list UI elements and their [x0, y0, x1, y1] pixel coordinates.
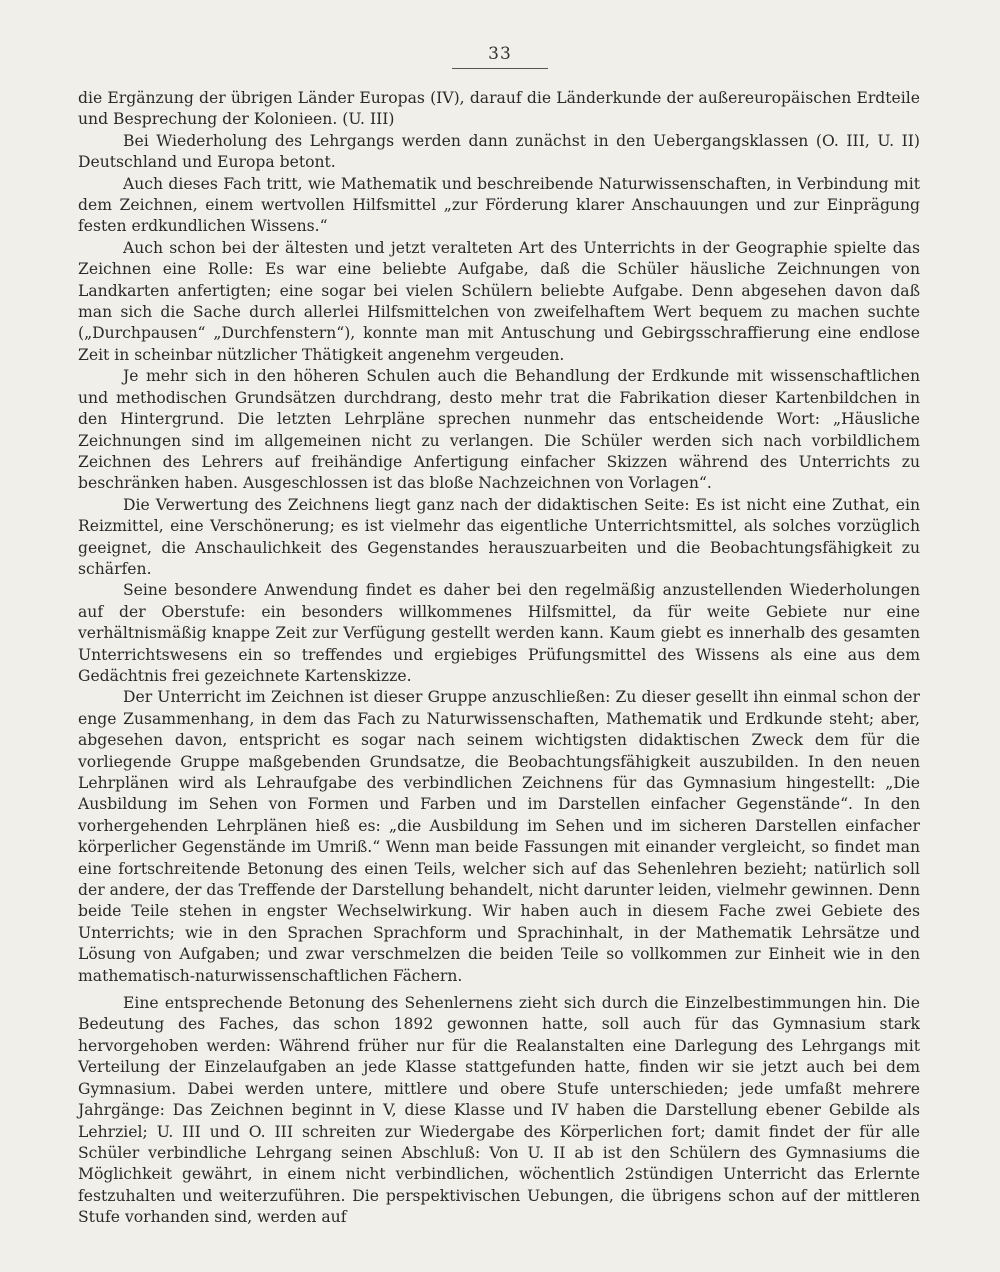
- paragraph: Eine entsprechende Betonung des Sehenlernens zieht sich durch die Einzelbestimmungen hin. Die Bedeutung des Faches, das schon 1892 gewonnen hatte, soll auch für das Gymnasium stark hervorgehoben werden: Während früher nur für die Realanstalten eine Darlegung des Lehrgangs mit Verteilung der Einzelaufgaben an jede Klasse stattgefunden hatte, finden wir sie jetzt auch bei dem Gymnasium. Dabei werden untere, mittlere und obere Stufe unterschieden; jede umfaßt mehrere Jahrgänge: Das Zeichnen beginnt in V, diese Klasse und IV haben die Darstellung ebener Gebilde als Lehrziel; U. III und O. III schreiten zur Wiedergabe des Körperlichen fort; damit findet der für alle Schüler verbindliche Lehrgang seinen Abschluß: Von U. II ab ist den Schülern des Gymnasiums die Möglichkeit gewährt, in einem nicht verbindlichen, wöchentlich 2stündigen Unterricht das Erlernte festzuhalten und weiterzuführen. Die perspektivischen Uebungen, die übrigens schon auf der mittleren Stufe vorhanden sind, werden auf: [78, 994, 920, 1227]
- paragraph-continuation: die Ergänzung der übrigen Länder Europas (IV), darauf die Länderkunde der außereuropäischen Erdteile und Besprechung der Kolonieen. (U. III): [78, 89, 920, 129]
- paragraph: Bei Wiederholung des Lehrgangs werden dann zunächst in den Uebergangsklassen (O. III, U. II) Deutschland und Europa betont.: [78, 131, 920, 172]
- page-number-rule: [452, 68, 548, 69]
- paragraph: Auch schon bei der ältesten und jetzt veralteten Art des Unterrichts in der Geographie spielte das Zeichnen eine Rolle: Es war eine beliebte Aufgabe, daß die Schüler häusliche Zeichnungen von Landkarten anfertigten; eine sogar bei vielen Schülern beliebte Aufgabe. Denn abgesehen davon daß man sich die Sache durch allerlei Hilfsmittelchen von zweifelhaftem Wert bequem zu machen suchte („Durchpausen“ „Durchfenstern“), konnte man mit Antuschung und Gebirgsschraffierung eine endlose Zeit in scheinbar nützlicher Thätigkeit angenehm vergeuden.: [78, 238, 920, 364]
- paragraph: Seine besondere Anwendung findet es daher bei den regelmäßig anzustellenden Wiederholungen auf der Oberstufe: ein besonders willkommenes Hilfsmittel, da für weite Gebiete nur eine verhältnismäßig knappe Zeit zur Verfügung gestellt werden kann. Kaum giebt es innerhalb des gesamten Unterrichtswesens ein so treffendes und ergiebiges Prüfungsmittel des Wissens als eine aus dem Gedächtnis frei gezeichnete Kartenskizze.: [78, 581, 920, 685]
- body-text: [78, 88, 920, 1229]
- paragraph: Die Verwertung des Zeichnens liegt ganz nach der didaktischen Seite: Es ist nicht eine Zuthat, ein Reizmittel, eine Verschönerung; es ist vielmehr das eigentliche Unterrichtsmittel, als solches vorzüglich geeignet, die Anschaulichkeit des Gegenstandes herauszuarbeiten und die Beobachtungsfähigkeit zu schärfen.: [78, 495, 920, 578]
- paragraph: Auch dieses Fach tritt, wie Mathematik und beschreibende Naturwissenschaften, in Verbindung mit dem Zeichnen, einem wertvollen Hilfsmittel „zur Förderung klarer Anschauungen und zur Einprägung festen erdkundlichen Wissens.“: [78, 174, 920, 236]
- paragraph: Je mehr sich in den höheren Schulen auch die Behandlung der Erdkunde mit wissenschaftlichen und methodischen Grundsätzen durchdrang, desto mehr trat die Fabrikation dieser Kartenbildchen in den Hintergrund. Die letzten Lehrpläne sprechen nunmehr das entscheidende Wort: „Häusliche Zeichnungen sind im allgemeinen nicht zu verlangen. Die Schüler werden sich nach vorbildlichem Zeichnen des Lehrers auf freihändige Anfertigung einfacher Skizzen während des Unterrichts zu beschränken haben. Ausgeschlossen ist das bloße Nachzeichnen von Vorlagen“.: [78, 367, 920, 493]
- page-number: 33: [488, 44, 512, 64]
- paragraph: Der Unterricht im Zeichnen ist dieser Gruppe anzuschließen: Zu dieser gesellt ihn einmal schon der enge Zusammenhang, in dem das Fach zu Naturwissenschaften, Mathematik und Erdkunde steht; aber, abgesehen davon, entspricht es sogar nach seinem wichtigsten didaktischen Zweck dem für die vorliegende Gruppe maßgebenden Grundsatze, die Beobachtungsfähigkeit auszubilden. In den neuen Lehrplänen wird als Lehraufgabe des verbindlichen Zeichnens für das Gymnasium hingestellt: „Die Ausbildung im Sehen von Formen und Farben und im Darstellen einfacher Gegenstände“. In den vorhergehenden Lehrplänen hieß es: „die Ausbildung im Sehen und im sicheren Darstellen einfacher körperlicher Gegenstände im Umriß.“ Wenn man beide Fassungen mit einander vergleicht, so findet man eine fortschreitende Betonung des einen Teils, welcher sich auf das Sehenlehren bezieht; natürlich soll der andere, der das Treffende der Darstellung behandelt, nicht darunter leiden, vielmehr gewinnen. Denn beide Teile stehen in engster Wechselwirkung. Wir haben auch in diesem Fache zwei Gebiete des Unterrichts; wie in den Sprachen Sprachform und Sprachinhalt, in der Mathematik Lehrsätze und Lösung von Aufgaben; und zwar verschmelzen die beiden Teile so vollkommen zur Einheit wie in den mathematisch-naturwissenschaftlichen Fächern.: [78, 688, 920, 985]
